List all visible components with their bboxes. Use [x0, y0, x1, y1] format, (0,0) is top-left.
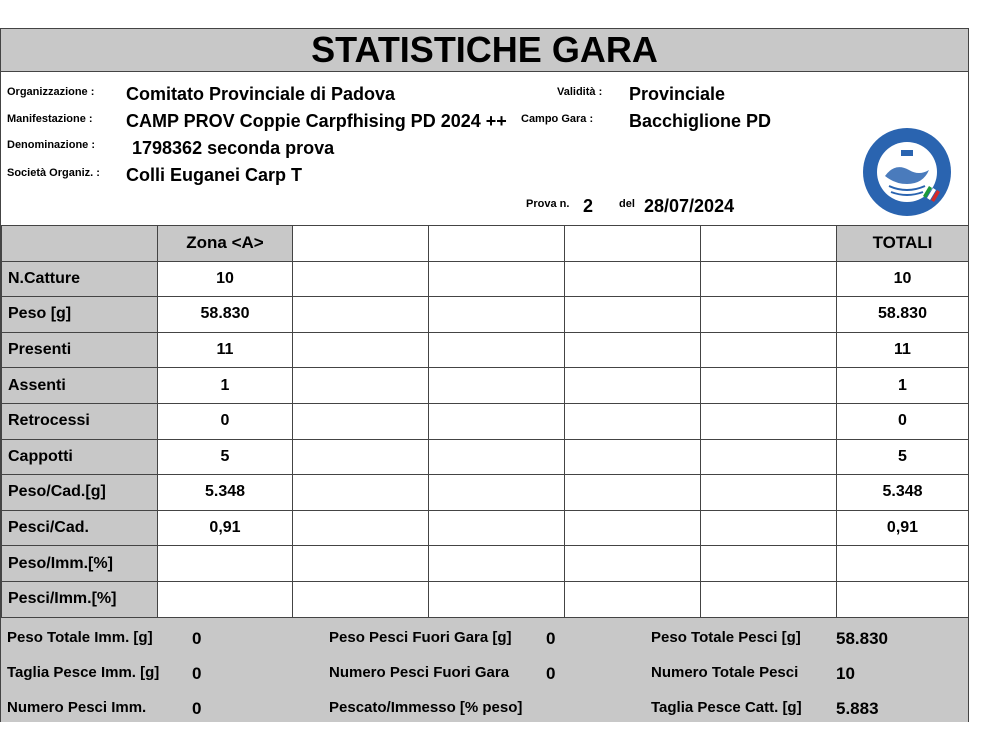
empty-cell	[293, 510, 429, 546]
prova-label: Prova n.	[526, 198, 570, 210]
empty-cell	[701, 510, 837, 546]
societa-value: Colli Euganei Carp T	[126, 165, 303, 185]
table-header-row	[2, 226, 969, 262]
empty-cell	[701, 403, 837, 439]
numero-pesci-imm-label: Numero Pesci Imm.	[7, 699, 147, 716]
peso-fuori-gara-value: 0	[546, 629, 556, 648]
organizzazione-label: Organizzazione :	[7, 86, 95, 98]
pescato-immesso-label: Pescato/Immesso [% peso]	[329, 699, 523, 716]
empty-cell	[293, 297, 429, 333]
totale-value: 0	[837, 403, 969, 439]
row-label: Assenti	[2, 368, 158, 404]
numero-fuori-gara-value: 0	[546, 664, 556, 683]
denominazione-label: Denominazione :	[7, 139, 96, 151]
stats-table	[1, 225, 969, 618]
manifestazione-value: CAMP PROV Coppie Carpfhising PD 2024 ++	[126, 111, 507, 131]
totale-value: 0,91	[837, 510, 969, 546]
totale-value: 5	[837, 439, 969, 475]
zona-value: 58.830	[158, 297, 293, 333]
fipsas-logo	[861, 126, 953, 218]
empty-cell	[429, 581, 565, 617]
table-row	[2, 475, 969, 511]
row-label: N.Catture	[2, 261, 158, 297]
row-label: Peso/Cad.[g]	[2, 475, 158, 511]
societa-label: Società Organiz. :	[7, 167, 100, 179]
empty-cell	[293, 368, 429, 404]
empty-cell	[565, 581, 701, 617]
table-row	[2, 546, 969, 582]
empty-cell	[565, 475, 701, 511]
taglia-pesce-catt-value: 5.883	[836, 699, 879, 718]
totale-value	[837, 546, 969, 582]
empty-cell	[429, 368, 565, 404]
summary-footer	[1, 617, 968, 722]
empty-cell	[565, 297, 701, 333]
header-blank	[2, 226, 158, 262]
page-title: STATISTICHE GARA	[1, 29, 968, 72]
table-row	[2, 403, 969, 439]
row-label: Peso [g]	[2, 297, 158, 333]
prova-value: 2	[583, 196, 594, 216]
empty-cell	[429, 403, 565, 439]
peso-totale-pesci-value: 58.830	[836, 629, 888, 648]
totale-value: 1	[837, 368, 969, 404]
table-row	[2, 261, 969, 297]
peso-totale-pesci-label: Peso Totale Pesci [g]	[651, 629, 801, 646]
totale-value: 11	[837, 332, 969, 368]
empty-cell	[701, 368, 837, 404]
peso-totale-imm-value: 0	[192, 629, 202, 648]
manifestazione-label: Manifestazione :	[7, 113, 93, 125]
zona-value: 11	[158, 332, 293, 368]
row-label: Cappotti	[2, 439, 158, 475]
totale-value: 10	[837, 261, 969, 297]
empty-cell	[429, 261, 565, 297]
empty-cell	[701, 581, 837, 617]
table-row	[2, 332, 969, 368]
empty-cell	[293, 475, 429, 511]
numero-totale-pesci-value: 10	[836, 664, 855, 683]
empty-cell	[701, 475, 837, 511]
header-empty	[293, 226, 429, 262]
empty-cell	[565, 261, 701, 297]
header-empty	[565, 226, 701, 262]
empty-cell	[429, 546, 565, 582]
empty-cell	[565, 510, 701, 546]
header-empty	[429, 226, 565, 262]
empty-cell	[429, 510, 565, 546]
zona-value: 1	[158, 368, 293, 404]
zona-value: 0	[158, 403, 293, 439]
zona-value: 5	[158, 439, 293, 475]
empty-cell	[701, 297, 837, 333]
numero-pesci-imm-value: 0	[192, 699, 202, 718]
empty-cell	[293, 261, 429, 297]
peso-totale-imm-label: Peso Totale Imm. [g]	[7, 629, 153, 646]
empty-cell	[701, 546, 837, 582]
table-row	[2, 510, 969, 546]
denominazione-value: 1798362 seconda prova	[132, 138, 335, 158]
empty-cell	[429, 439, 565, 475]
validita-label: Validità :	[557, 86, 603, 98]
zona-value	[158, 546, 293, 582]
date-value: 28/07/2024	[644, 196, 735, 216]
campo-gara-label: Campo Gara :	[521, 113, 594, 125]
empty-cell	[701, 439, 837, 475]
numero-fuori-gara-label: Numero Pesci Fuori Gara	[329, 664, 510, 681]
row-label: Presenti	[2, 332, 158, 368]
zona-value: 5.348	[158, 475, 293, 511]
del-label: del	[619, 198, 635, 210]
table-row	[2, 439, 969, 475]
zona-value	[158, 581, 293, 617]
row-label: Peso/Imm.[%]	[2, 546, 158, 582]
empty-cell	[565, 332, 701, 368]
empty-cell	[293, 581, 429, 617]
stats-sheet	[0, 28, 969, 722]
empty-cell	[701, 261, 837, 297]
empty-cell	[701, 332, 837, 368]
empty-cell	[293, 439, 429, 475]
header-empty	[701, 226, 837, 262]
empty-cell	[565, 368, 701, 404]
row-label: Pesci/Imm.[%]	[2, 581, 158, 617]
totale-value: 5.348	[837, 475, 969, 511]
empty-cell	[565, 546, 701, 582]
table-row	[2, 297, 969, 333]
organizzazione-value: Comitato Provinciale di Padova	[126, 84, 396, 104]
header-totali: TOTALI	[837, 226, 969, 262]
empty-cell	[429, 475, 565, 511]
row-label: Pesci/Cad.	[2, 510, 158, 546]
empty-cell	[293, 546, 429, 582]
taglia-pesce-catt-label: Taglia Pesce Catt. [g]	[651, 699, 802, 716]
table-row	[2, 581, 969, 617]
zona-value: 0,91	[158, 510, 293, 546]
header-zona-a: Zona <A>	[158, 226, 293, 262]
numero-totale-pesci-label: Numero Totale Pesci	[651, 664, 799, 681]
empty-cell	[565, 439, 701, 475]
taglia-pesce-imm-value: 0	[192, 664, 202, 683]
row-label: Retrocessi	[2, 403, 158, 439]
empty-cell	[293, 332, 429, 368]
empty-cell	[293, 403, 429, 439]
empty-cell	[429, 332, 565, 368]
validita-value: Provinciale	[629, 84, 726, 104]
empty-cell	[429, 297, 565, 333]
zona-value: 10	[158, 261, 293, 297]
totale-value: 58.830	[837, 297, 969, 333]
taglia-pesce-imm-label: Taglia Pesce Imm. [g]	[7, 664, 160, 681]
campo-gara-value: Bacchiglione PD	[629, 111, 772, 131]
peso-fuori-gara-label: Peso Pesci Fuori Gara [g]	[329, 629, 512, 646]
table-row	[2, 368, 969, 404]
info-section	[1, 72, 968, 224]
empty-cell	[565, 403, 701, 439]
totale-value	[837, 581, 969, 617]
